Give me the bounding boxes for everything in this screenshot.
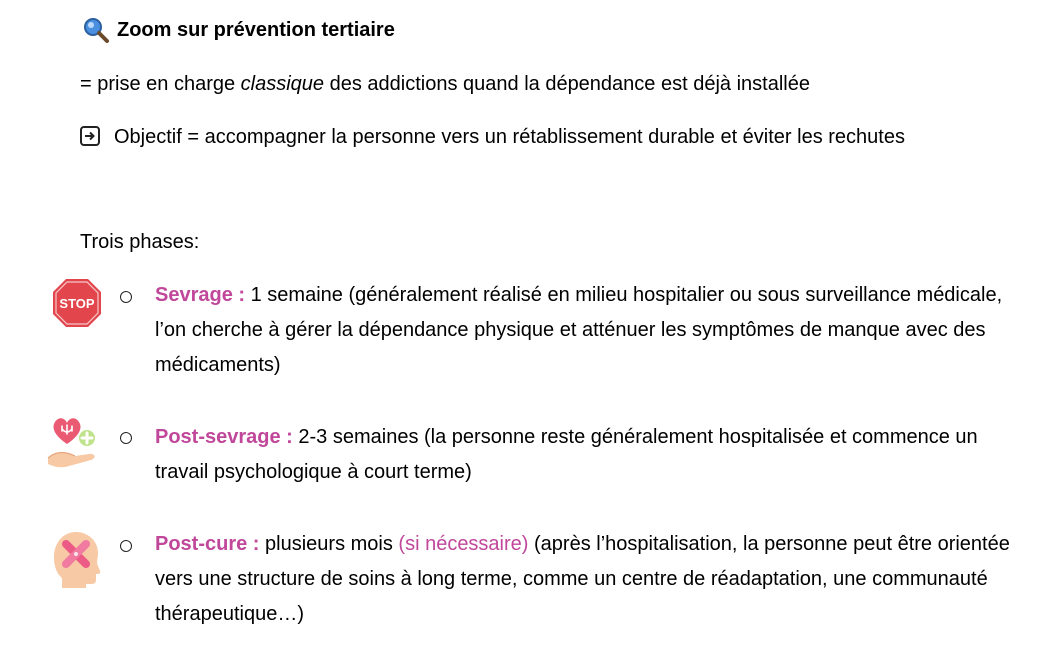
magnifier-icon: [82, 16, 110, 44]
head-bandage-icon: [52, 530, 102, 588]
phase-description: 2-3 semaines (la personne reste généralement hospitalisée et commence un travail psychologique à court terme): [155, 426, 978, 483]
phase-description: 1 semaine (généralement réalisé en milieu hospitalier ou sous surveillance médicale, l’on cherche à gérer la dépendance physique et atténuer les symptômes de manque avec des médicaments): [155, 284, 1003, 376]
phase-label: Post-cure :: [155, 533, 260, 555]
phase-sevrage: [155, 278, 1035, 383]
bullet-marker: [120, 432, 132, 444]
phase-description: (après l’hospitalisation, la personne peut être orientée vers une structure de soins à long terme, comme un centre de réadaptation, une communauté thérapeutique…): [155, 533, 1010, 625]
phase-post-sevrage: [155, 420, 1035, 490]
stop-sign-icon: [51, 277, 103, 329]
phase-label: Post-sevrage :: [155, 426, 293, 448]
definition-emphasis: classique: [240, 73, 325, 95]
heart-hand-icon: [45, 414, 105, 470]
phases-intro: Trois phases:: [80, 231, 200, 253]
objective-line: Objectif = accompagner la personne vers un rétablissement durable et éviter les rechutes: [114, 126, 905, 148]
phase-label: Sevrage :: [155, 284, 246, 306]
bullet-marker: [120, 540, 132, 552]
phase-post-cure: [155, 527, 1035, 632]
right-arrow-box-icon: [80, 126, 100, 146]
bullet-marker: [120, 291, 132, 303]
optional-note: (si nécessaire): [398, 533, 529, 555]
phase-description: plusieurs mois: [259, 533, 399, 555]
definition-line: = prise en charge classique des addictions quand la dépendance est déjà installée: [80, 73, 810, 95]
section-title: Zoom sur prévention tertiaire: [117, 19, 395, 41]
stop-sign-label: STOP: [59, 296, 95, 311]
